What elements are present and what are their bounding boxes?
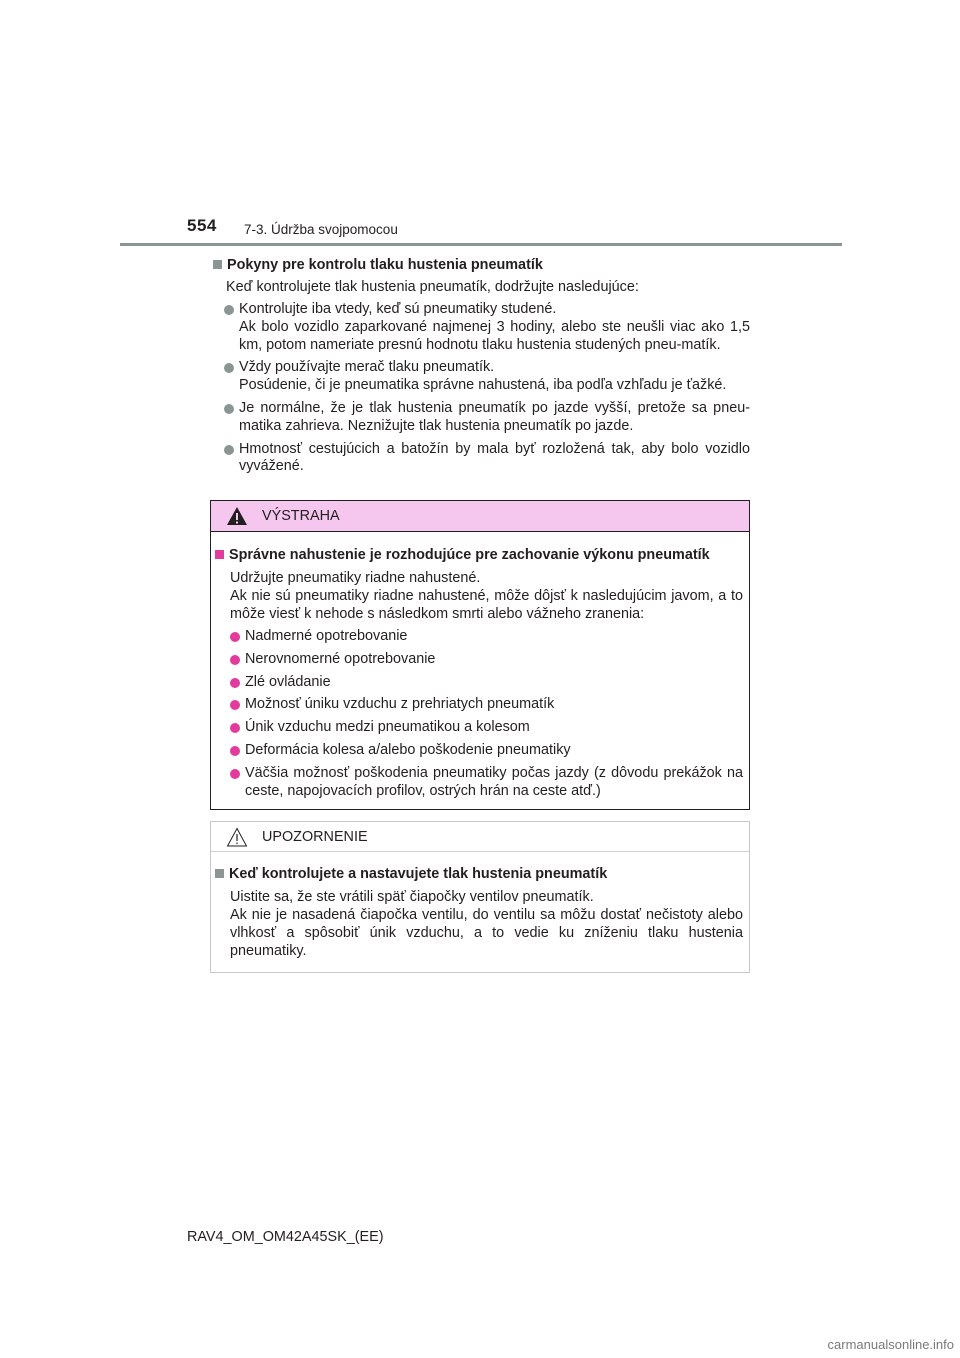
circle-bullet-icon (230, 632, 240, 642)
caution-triangle-icon (226, 827, 248, 847)
section-heading-text: Pokyny pre kontrolu tlaku hustenia pneumatík (227, 257, 543, 273)
list-item (215, 696, 743, 714)
page-number: 554 (187, 216, 217, 235)
list-item-text: Deformácia kolesa a/alebo poškodenie pneumatiky (245, 741, 571, 758)
warning-triangle-icon (226, 506, 248, 526)
list-item (215, 742, 743, 760)
warning-intro-line: Udržujte pneumatiky riadne nahustené. (230, 570, 481, 586)
circle-bullet-icon (224, 404, 234, 414)
warning-box (210, 500, 750, 810)
caution-intro-line: Ak nie je nasadená čiapočka ventilu, do ventilu sa môžu dostať nečistoty alebo vlhkosť a spôsobiť únik vzduchu, a to vedie ku zníženiu tlaku hustenia pneumatiky. (230, 907, 743, 959)
square-bullet-icon (215, 869, 224, 878)
caution-heading (215, 865, 743, 883)
section-heading (210, 256, 750, 274)
square-bullet-icon (213, 260, 222, 269)
warning-intro (215, 569, 743, 623)
warning-heading (215, 546, 743, 564)
list-item-line: Ak bolo vozidlo zaparkované najmenej 3 hodiny, alebo ste neušli viac ako 1,5 km, potom nameriate presnú hodnotu tlaku hustenia studených pneu-matík. (239, 318, 750, 353)
circle-bullet-icon (230, 678, 240, 688)
list-item-text: Zlé ovládanie (245, 673, 331, 690)
list-item (215, 628, 743, 646)
caution-label: UPOZORNENIE (262, 828, 368, 845)
list-item-line: Kontrolujte iba vtedy, keď sú pneumatiky studené. (239, 301, 557, 317)
circle-bullet-icon (224, 445, 234, 455)
circle-bullet-icon (230, 723, 240, 733)
list-item-text: Únik vzduchu medzi pneumatikou a kolesom (245, 719, 530, 736)
list-item-line: Hmotnosť cestujúcich a batožín by mala byť rozložená tak, aby bolo vozidlo vyvážené. (239, 440, 750, 475)
list-item (215, 719, 743, 737)
list-item-text: Nadmerné opotrebovanie (245, 628, 408, 644)
list-item-line: Posúdenie, či je pneumatika správne nahustená, iba podľa vzhľadu je ťažké. (239, 377, 727, 394)
circle-bullet-icon (230, 769, 240, 779)
watermark: carmanualsonline.info (827, 1337, 954, 1352)
list-item (210, 301, 750, 354)
list-item (210, 359, 750, 395)
header-rule (120, 243, 842, 246)
section-title: 7-3. Údržba svojpomocou (244, 222, 398, 237)
list-item (215, 765, 743, 801)
caution-intro (215, 888, 743, 960)
circle-bullet-icon (224, 363, 234, 373)
list-item-text: Nerovnomerné opotrebovanie (245, 650, 436, 667)
list-item-line: Vždy používajte merač tlaku pneumatík. (239, 359, 495, 376)
square-bullet-icon (215, 550, 224, 559)
caution-intro-line: Uistite sa, že ste vrátili späť čiapočky ventilov pneumatík. (230, 889, 594, 905)
circle-bullet-icon (224, 305, 234, 315)
list-item-text: Možnosť úniku vzduchu z prehriatych pneumatík (245, 696, 555, 713)
caution-header (211, 822, 749, 852)
document-code: RAV4_OM_OM42A45SK_(EE) (187, 1229, 384, 1245)
list-item-text: Väčšia možnosť poškodenia pneumatiky počas jazdy (z dôvodu prekážok na ceste, napojovacích profilov, ostrých hrán na ceste atď.) (245, 764, 743, 799)
caution-heading-text: Keď kontrolujete a nastavujete tlak hustenia pneumatík (229, 866, 608, 882)
warning-intro-line: Ak nie sú pneumatiky riadne nahustené, môže dôjsť k nasledujúcim javom, a to môže viesť k nehode s následkom smrti alebo vážneho zranenia: (230, 588, 743, 622)
warning-heading-text: Správne nahustenie je rozhodujúce pre zachovanie výkonu pneumatík (229, 547, 710, 563)
list-item (210, 400, 750, 436)
list-item (215, 674, 743, 692)
list-item (215, 651, 743, 669)
warning-header (211, 501, 749, 532)
list-item (210, 441, 750, 477)
warning-label: VÝSTRAHA (262, 508, 340, 524)
intro-text: Keď kontrolujete tlak hustenia pneumatík, dodržujte nasledujúce: (226, 279, 639, 295)
circle-bullet-icon (230, 746, 240, 756)
caution-box (210, 821, 750, 973)
list-item-line: Je normálne, že je tlak hustenia pneumatík po jazde vyšší, pretože sa pneu-matika zahrieva. Neznižujte tlak hustenia pneumatík po jazde. (239, 399, 750, 434)
circle-bullet-icon (230, 700, 240, 710)
main-content (210, 256, 750, 476)
circle-bullet-icon (230, 655, 240, 665)
